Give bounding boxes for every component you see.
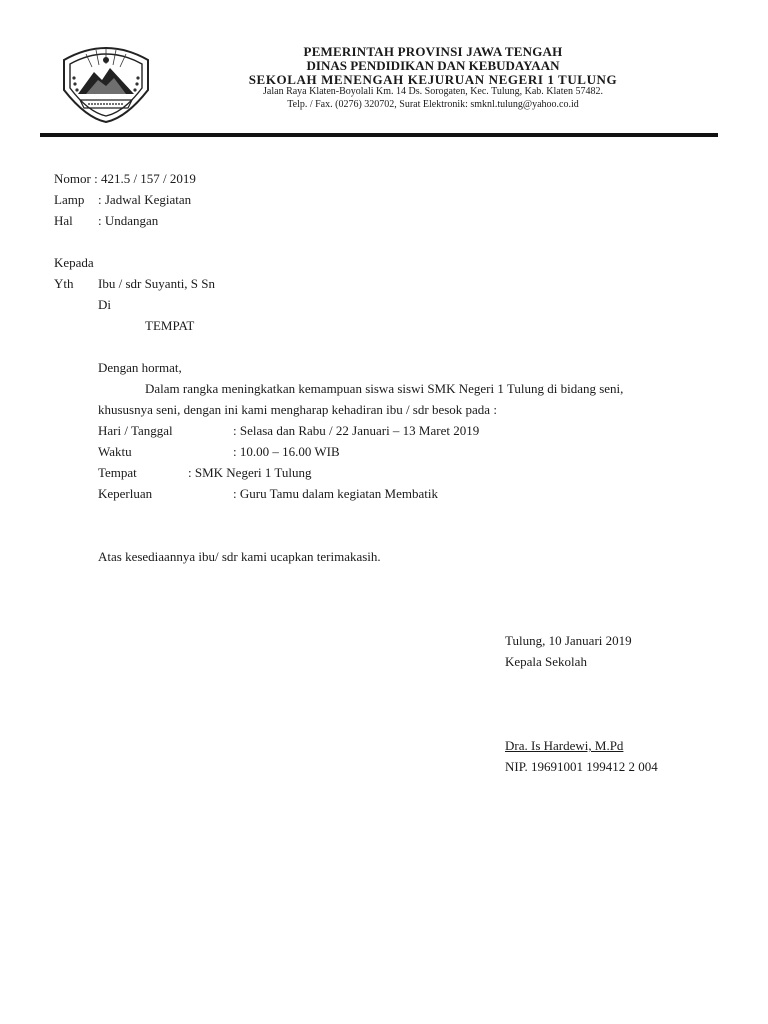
recipient-yth-label: Yth bbox=[54, 276, 74, 291]
hal-label: Hal bbox=[54, 213, 73, 228]
salutation: Dengan hormat, bbox=[98, 360, 182, 375]
closing-sentence: Atas kesediaannya ibu/ sdr kami ucapkan terimakasih. bbox=[98, 549, 381, 564]
recipient-kepada: Kepada bbox=[54, 255, 94, 270]
detail-value-purpose: : Guru Tamu dalam kegiatan Membatik bbox=[233, 486, 438, 501]
signer-name: Dra. Is Hardewi, M.Pd bbox=[505, 738, 624, 753]
detail-value-date: : Selasa dan Rabu / 22 Januari – 13 Maret 2019 bbox=[233, 423, 480, 438]
detail-value-time: : 10.00 – 16.00 WIB bbox=[233, 444, 340, 459]
detail-label-time: Waktu bbox=[98, 444, 132, 459]
provincial-emblem-icon bbox=[56, 38, 156, 124]
signer-position: Kepala Sekolah bbox=[505, 654, 587, 669]
detail-label-purpose: Keperluan bbox=[98, 486, 153, 501]
hal-value: : Undangan bbox=[98, 213, 159, 228]
detail-label-date: Hari / Tanggal bbox=[98, 423, 173, 438]
recipient-di: Di bbox=[98, 297, 111, 312]
recipient-tempat: TEMPAT bbox=[145, 318, 195, 333]
lamp-value: : Jadwal Kegiatan bbox=[98, 192, 192, 207]
place-date: Tulung, 10 Januari 2019 bbox=[505, 633, 632, 648]
paragraph-line-1: Dalam rangka meningkatkan kemampuan siswa siswi SMK Negeri 1 Tulung di bidang seni, bbox=[145, 381, 624, 396]
signer-nip: NIP. 19691001 199412 2 004 bbox=[505, 759, 658, 774]
detail-value-place: : SMK Negeri 1 Tulung bbox=[188, 465, 312, 480]
letterhead-address: Jalan Raya Klaten-Boyolali Km. 14 Ds. Sorogaten, Kec. Tulung, Kab. Klaten 57482. bbox=[263, 86, 603, 97]
letterhead-contact: Telp. / Fax. (0276) 320702, Surat Elektronik: smknl.tulung@yahoo.co.id bbox=[287, 99, 579, 110]
lamp-label: Lamp bbox=[54, 192, 85, 207]
letterhead-department: DINAS PENDIDIKAN DAN KEBUDAYAAN bbox=[306, 58, 560, 73]
letterhead-government: PEMERINTAH PROVINSI JAWA TENGAH bbox=[303, 44, 563, 59]
letter-number: Nomor : 421.5 / 157 / 2019 bbox=[54, 171, 196, 186]
letterhead-divider bbox=[40, 133, 718, 137]
letterhead-school: SEKOLAH MENENGAH KEJURUAN NEGERI 1 TULUNG bbox=[248, 72, 618, 87]
recipient-name: Ibu / sdr Suyanti, S Sn bbox=[98, 276, 216, 291]
detail-label-place: Tempat bbox=[98, 465, 137, 480]
paragraph-line-2: khususnya seni, dengan ini kami mengharap kehadiran ibu / sdr besok pada : bbox=[98, 402, 497, 417]
